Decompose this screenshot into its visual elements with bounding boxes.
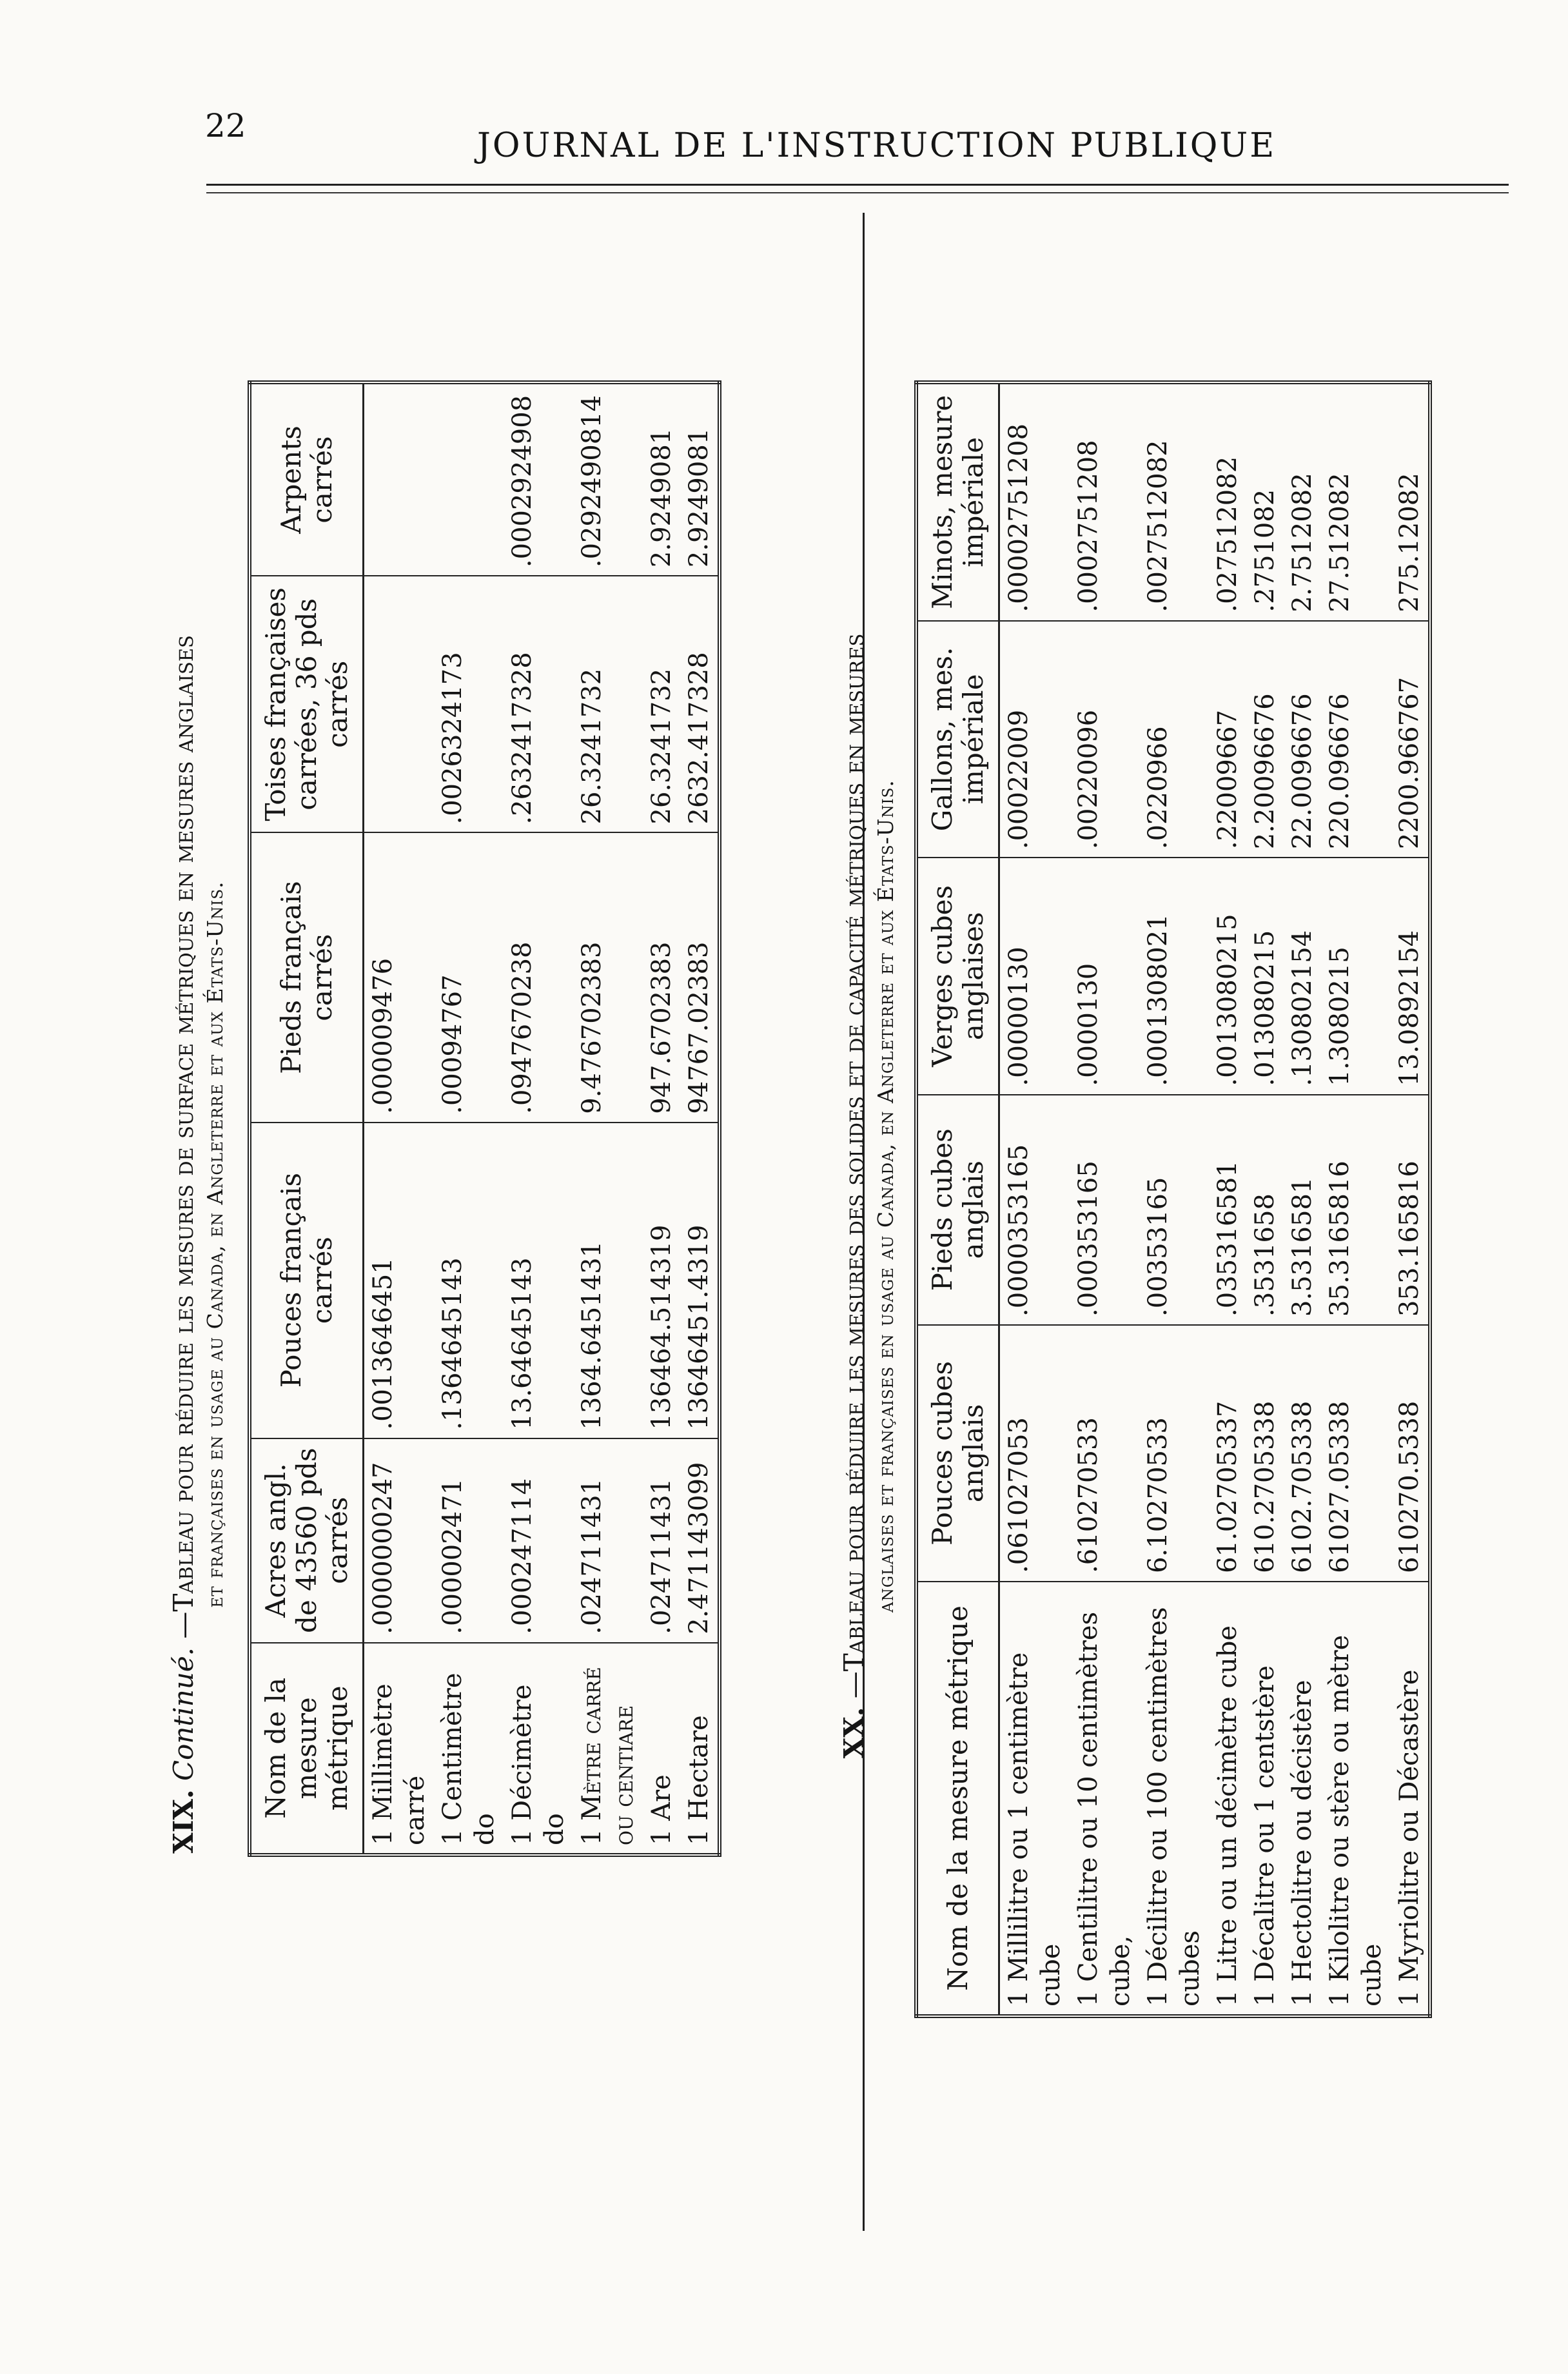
table-cell: 353.165816 (1391, 1095, 1430, 1325)
header-rule (206, 184, 1509, 186)
table-xix-block (168, 395, 858, 1992)
table-row (573, 382, 643, 1855)
table-cell: 26.3241732 (573, 576, 643, 832)
table-cell: 94767.02383 (680, 833, 720, 1123)
table-cell: 1 Mètre carré ou centiare (573, 1643, 643, 1855)
table-cell: 1 Centimètre do (434, 1643, 504, 1855)
table-cell: 13.64645143 (504, 1123, 573, 1438)
table-cell: .00022009 (999, 621, 1070, 858)
table-cell: .0220966 (1139, 621, 1209, 858)
table-cell: 2632.417328 (680, 576, 720, 832)
table-cell: .0027512082 (1139, 382, 1209, 621)
table-cell: .0013646451 (364, 1123, 435, 1438)
table-xix-caption-line1: —Tableau pour réduire les mesures de surface métriques en mesures anglaises (168, 635, 199, 1639)
table-cell: 22.0096676 (1284, 621, 1321, 858)
table-row (1391, 382, 1430, 2016)
table-cell: 1 Hectolitre ou décistère (1284, 1582, 1321, 2016)
table-cell: .00353165 (1139, 1095, 1209, 1325)
table-cell: 1 Kilolitre ou stère ou mètre cube (1321, 1582, 1391, 2016)
table-cell: .0002751208 (1070, 382, 1139, 621)
table-row (1246, 382, 1284, 2016)
table-xix-continued: Continué. (168, 1647, 199, 1781)
table-cell: .027512082 (1209, 382, 1246, 621)
table-row (364, 382, 435, 1855)
table-row (643, 382, 680, 1855)
table-cell: 3.5316581 (1284, 1095, 1321, 1325)
table-xx-caption-line2: anglaises et françaises en usage au Canada, en Angleterre et aux États-Unis. (873, 780, 898, 1613)
table-cell: .0292490814 (573, 382, 643, 576)
table-cell: 1 Décilitre ou 100 centimètres cubes (1139, 1582, 1209, 2016)
table-cell: 26.3241732 (643, 576, 680, 832)
table-cell: .013080215 (1246, 858, 1284, 1095)
table-cell: .00220096 (1070, 621, 1139, 858)
table-cell: 1 Millilitre ou 1 centimètre cube (999, 1582, 1070, 2016)
table-cell: 2200.966767 (1391, 621, 1430, 858)
table-cell: 1 Centilitre ou 10 centimètres cube, (1070, 1582, 1139, 2016)
table-cell: .0002924908 (504, 382, 573, 576)
table-cell: 947.6702383 (643, 833, 680, 1123)
table-row (680, 382, 720, 1855)
table-cell: 610270.5338 (1391, 1325, 1430, 1582)
table-cell: 1.3080215 (1321, 858, 1391, 1095)
table-cell: 610.2705338 (1246, 1325, 1284, 1582)
table-xx (914, 380, 1432, 2018)
table-cell: 2.9249081 (643, 382, 680, 576)
table-xx-header: Verges cubes anglaises (916, 858, 999, 1095)
table-cell: 6.10270533 (1139, 1325, 1209, 1582)
table-cell: .0000353165 (999, 1095, 1070, 1325)
table-xix-header-row (250, 382, 364, 1855)
table-xix-header: Pouces français carrés (250, 1123, 364, 1438)
table-cell: 1 Décimètre do (504, 1643, 573, 1855)
journal-title: JOURNAL DE L'INSTRUCTION PUBLIQUE (477, 126, 1277, 165)
table-cell: 6102.705338 (1284, 1325, 1321, 1582)
table-cell: 1 Are (643, 1643, 680, 1855)
table-cell: 1 Litre ou un décimètre cube (1209, 1582, 1246, 2016)
table-cell: .0000130 (1070, 858, 1139, 1095)
table-xx-number: XX. (838, 1707, 870, 1759)
table-cell: 13.0892154 (1391, 858, 1430, 1095)
table-xix-header: Pieds français carrés (250, 833, 364, 1123)
table-xx-header-row (916, 382, 999, 2016)
table-row (504, 382, 573, 1855)
table-cell: .035316581 (1209, 1095, 1246, 1325)
table-xx-header: Gallons, mes. impériale (916, 621, 999, 858)
table-cell: 2.7512082 (1284, 382, 1321, 621)
table-xix-number: XIX. (168, 1789, 199, 1854)
table-xix-header: Arpents carrés (250, 382, 364, 576)
table-xix-header: Toises françaises carrées, 36 pds carrés (250, 576, 364, 832)
table-cell: .061027053 (999, 1325, 1070, 1582)
table-xix-header: Acres angl. de 43560 pds carrés (250, 1438, 364, 1643)
table-cell: .000353165 (1070, 1095, 1139, 1325)
header-rule-secondary (206, 192, 1509, 193)
table-cell: 1 Millimètre carré (364, 1643, 435, 1855)
table-row (1209, 382, 1246, 2016)
table-cell: .00002751208 (999, 382, 1070, 621)
table-cell: 61.02705337 (1209, 1325, 1246, 1582)
table-xix-header: Nom de la mesure métrique (250, 1643, 364, 1855)
table-cell: .0013080215 (1209, 858, 1246, 1095)
table-xx-block (838, 361, 1522, 2031)
table-cell (434, 382, 504, 576)
table-cell (364, 382, 435, 576)
table-cell: .024711431 (643, 1438, 680, 1643)
table-cell: .22009667 (1209, 621, 1246, 858)
table-cell: 1364.6451431 (573, 1123, 643, 1438)
table-cell: 1 Hectare (680, 1643, 720, 1855)
table-xx-caption (838, 361, 901, 2031)
table-row (1070, 382, 1139, 2016)
table-row (1284, 382, 1321, 2016)
table-row (434, 382, 504, 1855)
table-cell: .0026324173 (434, 576, 504, 832)
table-cell: 61027.05338 (1321, 1325, 1391, 1582)
table-cell: 2.20096676 (1246, 621, 1284, 858)
table-cell: 1 Décalitre ou 1 centstère (1246, 1582, 1284, 2016)
page-number: 22 (205, 107, 246, 144)
table-cell: .0001308021 (1139, 858, 1209, 1095)
table-cell: .3531658 (1246, 1095, 1284, 1325)
table-xix (248, 380, 721, 1857)
table-cell: 27.512082 (1321, 382, 1391, 621)
table-xix-caption (168, 496, 231, 1992)
table-xx-header: Minots, mesure impériale (916, 382, 999, 621)
table-cell: 2.9249081 (680, 382, 720, 576)
table-cell: 1 Myriolitre ou Décastère (1391, 1582, 1430, 2016)
table-xx-header: Pieds cubes anglais (916, 1095, 999, 1325)
table-cell: .024711431 (573, 1438, 643, 1643)
table-row (1321, 382, 1391, 2016)
table-cell: 136464.514319 (643, 1123, 680, 1438)
table-cell: 220.096676 (1321, 621, 1391, 858)
table-cell: 2.471143099 (680, 1438, 720, 1643)
table-cell: 13646451.4319 (680, 1123, 720, 1438)
table-cell: .2632417328 (504, 576, 573, 832)
table-cell: .1364645143 (434, 1123, 504, 1438)
table-cell: .00094767 (434, 833, 504, 1123)
table-xx-header: Pouces cubes anglais (916, 1325, 999, 1582)
table-cell: .130802154 (1284, 858, 1321, 1095)
table-cell: .000002471 (434, 1438, 504, 1643)
table-xx-header: Nom de la mesure métrique (916, 1582, 999, 2016)
table-xx-caption-line1: —Tableau pour réduire les mesures des solides et de capacité métriques en mesures (838, 633, 870, 1699)
table-cell: .000247114 (504, 1438, 573, 1643)
table-cell (364, 576, 435, 832)
table-cell: .0947670238 (504, 833, 573, 1123)
table-row (1139, 382, 1209, 2016)
table-cell: 275.12082 (1391, 382, 1430, 621)
table-cell: .000009476 (364, 833, 435, 1123)
table-cell: .610270533 (1070, 1325, 1139, 1582)
table-cell: 35.3165816 (1321, 1095, 1391, 1325)
table-row (999, 382, 1070, 2016)
table-cell: .00000130 (999, 858, 1070, 1095)
table-xix-caption-line2: et françaises en usage au Canada, en Angleterre et aux États-Unis. (202, 881, 228, 1608)
table-cell: .2751082 (1246, 382, 1284, 621)
table-cell: .0000000247 (364, 1438, 435, 1643)
table-cell: 9.476702383 (573, 833, 643, 1123)
